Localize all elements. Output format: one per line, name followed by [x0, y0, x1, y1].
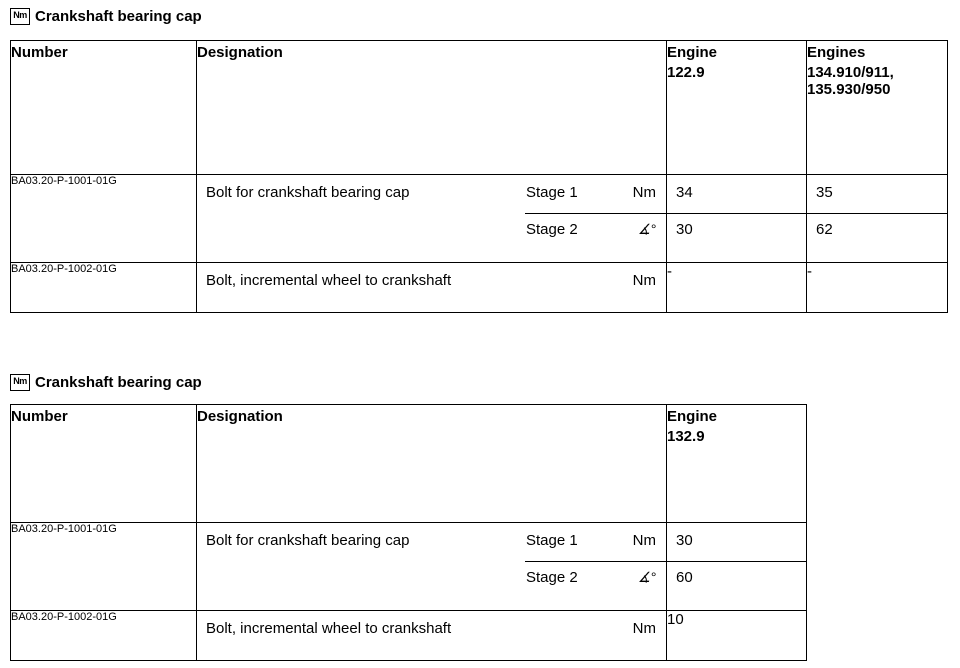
torque-spec-table [10, 404, 807, 661]
section-title: Crankshaft bearing cap [35, 374, 202, 391]
value-stage1: 35 [807, 175, 947, 214]
designation-text: Bolt for crankshaft bearing cap [206, 532, 410, 549]
section-title: Crankshaft bearing cap [35, 8, 202, 25]
row-number: BA03.20-P-1002-01G [11, 611, 197, 661]
torque-spec-table [10, 40, 948, 313]
header-number: Number [11, 405, 197, 523]
stage2-label: Stage 2 [526, 221, 578, 238]
header-number: Number [11, 41, 197, 175]
row-number: BA03.20-P-1001-01G [11, 175, 197, 263]
row-value-col1: - [667, 263, 807, 313]
value-stage2: 62 [816, 221, 833, 238]
header-designation: Designation [197, 41, 667, 175]
row-number: BA03.20-P-1001-01G [11, 523, 197, 611]
value-stage1: 34 [667, 175, 806, 214]
header-designation: Designation [197, 405, 667, 523]
stage1-label: Stage 1 [526, 184, 578, 201]
row-designation [197, 263, 667, 313]
value-stage1: 30 [667, 523, 806, 562]
header-engine-col2: Engines 134.910/911, 135.930/950 [807, 41, 948, 175]
row-designation [197, 611, 667, 661]
designation-text: Bolt, incremental wheel to crankshaft [206, 620, 452, 637]
nm-unit: Nm [632, 532, 656, 549]
section-heading [10, 374, 202, 391]
designation-text: Bolt for crankshaft bearing cap [206, 184, 410, 201]
stage1-label: Stage 1 [526, 532, 578, 549]
header-engine-col1: Engine 122.9 [667, 41, 807, 175]
nm-unit: Nm [632, 620, 656, 637]
section-heading [10, 8, 202, 25]
value-stage2: 60 [676, 569, 693, 586]
torque-nm-icon: Nm [10, 8, 30, 25]
nm-unit: Nm [632, 272, 656, 289]
row-value-col1 [667, 523, 807, 611]
row-value-col1: 10 [667, 611, 807, 661]
row-value-col2 [807, 175, 948, 263]
row-value-col2: - [807, 263, 948, 313]
row-number: BA03.20-P-1002-01G [11, 263, 197, 313]
torque-nm-icon: Nm [10, 374, 30, 391]
angle-unit-icon: ∡° [637, 569, 656, 585]
stage2-label: Stage 2 [526, 569, 578, 586]
row-designation [197, 175, 667, 263]
row-designation [197, 523, 667, 611]
angle-unit-icon: ∡° [637, 221, 656, 237]
nm-unit: Nm [632, 184, 656, 201]
row-value-col1 [667, 175, 807, 263]
header-engine-col1: Engine 132.9 [667, 405, 807, 523]
designation-text: Bolt, incremental wheel to crankshaft [206, 272, 452, 289]
value-stage2: 30 [676, 221, 693, 238]
